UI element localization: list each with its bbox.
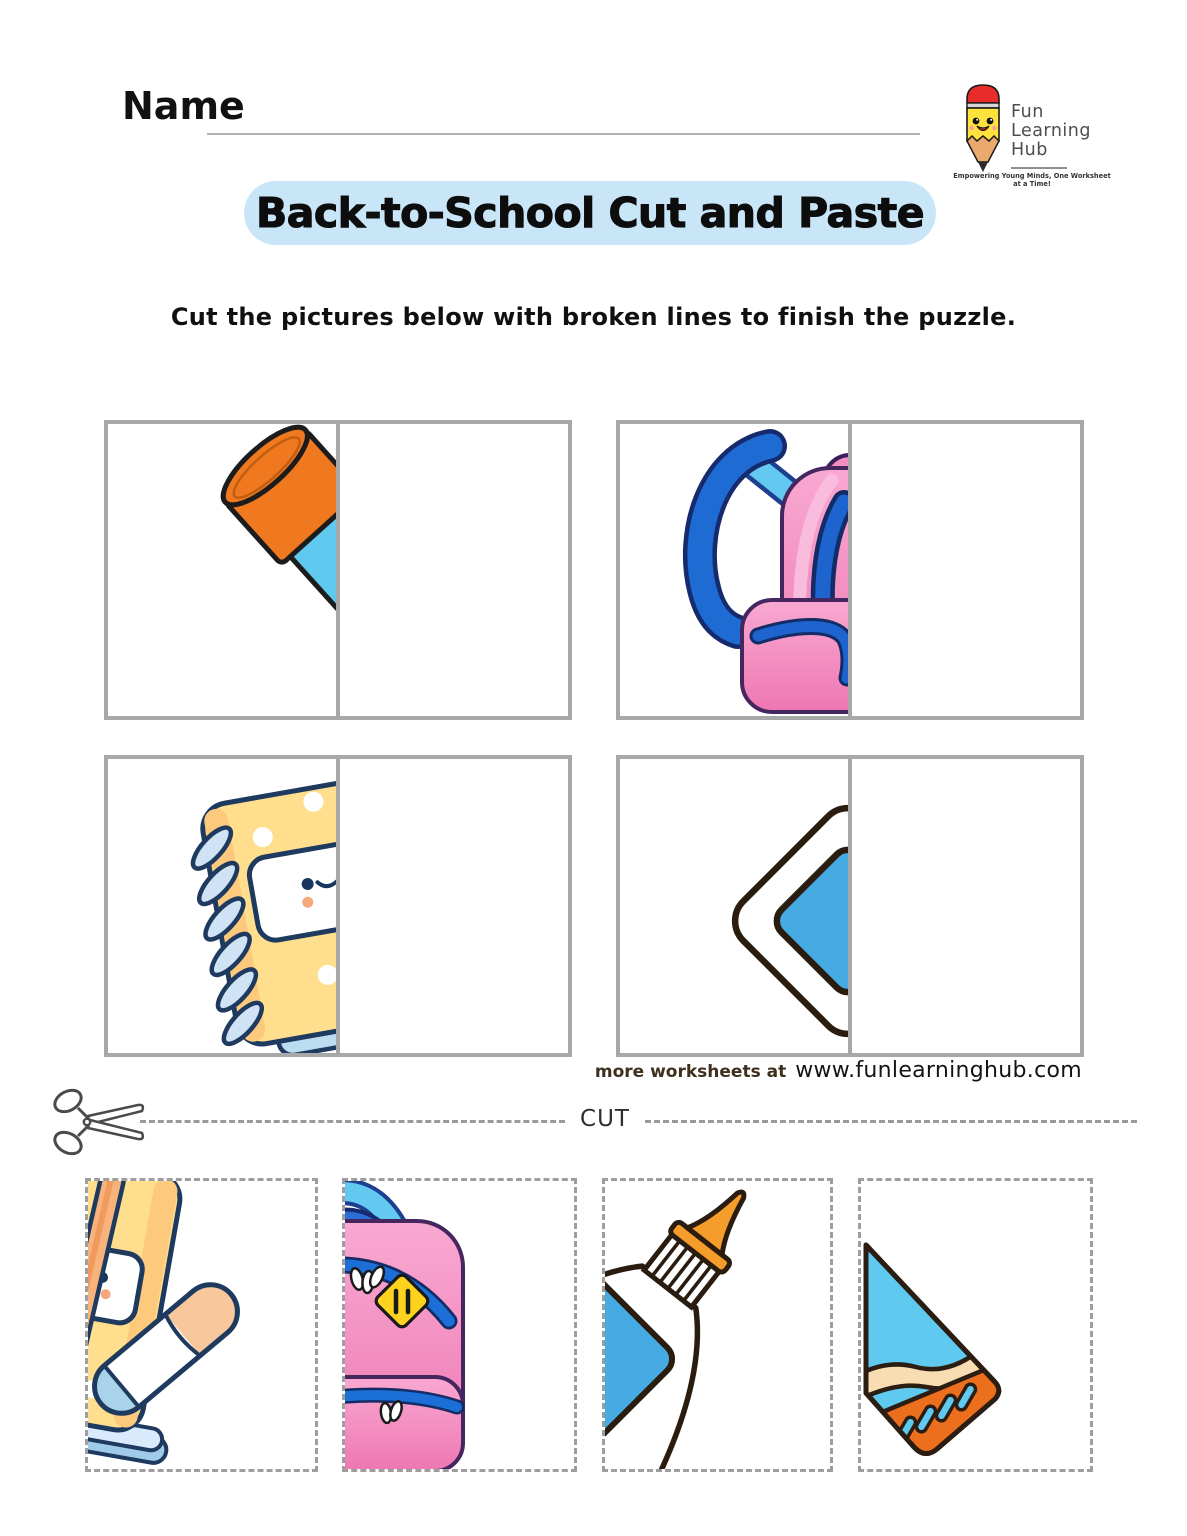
puzzle-crayon-image-half — [108, 424, 340, 716]
puzzle-notebook-empty-half[interactable] — [340, 759, 568, 1053]
crayon-top-illustration — [108, 424, 336, 716]
logo-brand-line1: Fun — [1011, 102, 1044, 122]
cutout-box-notebook — [85, 1178, 318, 1472]
cutout-piece-glue-top[interactable] — [605, 1181, 760, 1471]
logo-brand-line2: Learning — [1011, 121, 1091, 141]
puzzle-crayon-empty-half[interactable] — [340, 424, 568, 716]
puzzle-glue-image-half — [620, 759, 852, 1053]
logo-brand-line3: Hub — [1011, 140, 1048, 160]
cutout-piece-notebook-eraser[interactable] — [88, 1181, 268, 1469]
logo-brand-text — [1011, 103, 1091, 160]
puzzle-notebook-image-half — [108, 759, 340, 1053]
logo-divider — [1011, 167, 1067, 169]
scissors-icon — [50, 1086, 146, 1158]
puzzle-glue-empty-half[interactable] — [852, 759, 1080, 1053]
instruction-text: Cut the pictures below with broken lines to finish the puzzle. — [170, 303, 1017, 331]
puzzle-box-glue — [616, 755, 1084, 1057]
cut-dash-left — [140, 1120, 565, 1123]
cut-label: CUT — [580, 1106, 630, 1132]
puzzle-backpack-empty-half[interactable] — [852, 424, 1080, 716]
notebook-left-illustration — [108, 759, 336, 1053]
cutout-box-crayon — [858, 1178, 1093, 1472]
footer-prefix: more worksheets at — [594, 1062, 787, 1082]
puzzle-box-backpack — [616, 420, 1084, 720]
backpack-left-illustration — [620, 424, 848, 716]
puzzle-box-notebook — [104, 755, 572, 1057]
cutout-piece-backpack[interactable] — [345, 1181, 510, 1471]
glue-body-illustration — [620, 759, 848, 1053]
cutout-piece-crayon-bottom[interactable] — [861, 1181, 1021, 1471]
title-highlight — [244, 181, 936, 245]
cut-dash-right — [645, 1120, 1137, 1123]
page-title: Back-to-School Cut and Paste — [255, 189, 925, 237]
footer — [595, 1058, 1082, 1083]
footer-url[interactable]: www.funlearninghub.com — [795, 1058, 1082, 1083]
pencil-mascot-icon — [963, 82, 1003, 174]
name-label: Name — [122, 84, 245, 128]
name-input-line[interactable] — [207, 133, 920, 135]
logo-tagline: Empowering Young Minds, One Worksheet at a Time! — [953, 172, 1111, 188]
cutout-box-glue — [602, 1178, 833, 1472]
puzzle-backpack-image-half — [620, 424, 852, 716]
cutout-box-backpack — [342, 1178, 577, 1472]
puzzle-box-crayon — [104, 420, 572, 720]
